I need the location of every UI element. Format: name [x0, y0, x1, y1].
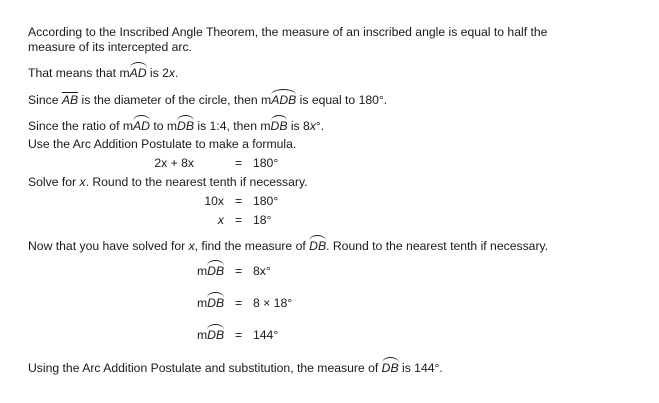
- equation-4-equals: =: [235, 264, 243, 278]
- equation-1-lhs: 2x + 8x: [154, 156, 194, 170]
- diameter-statement: Since $\overline{AB}$ is the diameter of the circle, then mADB is equal to 180°.: [28, 93, 388, 107]
- arc-adb-label: ADB: [271, 93, 297, 107]
- equation-1-rhs: 180°: [253, 156, 279, 170]
- equation-3-rhs: 18°: [253, 213, 272, 227]
- equation-2-lhs: 10x: [204, 194, 224, 208]
- equation-2-equals: =: [235, 194, 243, 208]
- equation-5-lhs: mDB: [197, 296, 225, 310]
- equation-4-rhs: 8x°: [253, 264, 271, 278]
- equation-3-lhs: x: [217, 213, 224, 227]
- postulate-instruction: Use the Arc Addition Postulate to make a formula.: [28, 137, 297, 151]
- arc-db-label: DB: [270, 119, 288, 133]
- arc-db-label: DB: [309, 239, 327, 253]
- theorem-text-line-2: measure of its intercepted arc.: [28, 40, 192, 54]
- arc-db-label: DB: [177, 119, 194, 133]
- equation-5-rhs: 8 × 18°: [253, 296, 293, 310]
- arc-db-label: DB: [207, 264, 225, 278]
- conclusion-statement: Using the Arc Addition Postulate and substitution, the measure of DB is 144°.: [28, 361, 443, 375]
- arc-ad-label: AD: [129, 66, 147, 80]
- arc-ad-statement: That means that mAD is 2x.: [28, 66, 179, 80]
- equation-4-lhs: mDB: [197, 264, 225, 278]
- equation-1-equals: =: [235, 156, 243, 170]
- equation-2-rhs: 180°: [253, 194, 279, 208]
- arc-db-label: DB: [381, 361, 399, 375]
- find-measure-instruction: Now that you have solved for x, find the measure of DB. Round to the nearest tenth if necessary.: [28, 239, 549, 253]
- solve-instruction: Solve for x. Round to the nearest tenth if necessary.: [28, 175, 308, 189]
- ratio-statement: Since the ratio of mAD to mDB is 1:4, then mDB is 8x°.: [28, 119, 325, 133]
- equation-6-lhs: mDB: [197, 328, 225, 342]
- theorem-text-line-1: According to the Inscribed Angle Theorem, the measure of an inscribed angle is equal to half the: [28, 25, 548, 39]
- arc-db-label: DB: [207, 328, 225, 342]
- arc-db-label: DB: [207, 296, 225, 310]
- equation-5-equals: =: [235, 296, 243, 310]
- segment-ab-label: $\overline{AB}$: [61, 93, 79, 107]
- equation-6-equals: =: [235, 328, 243, 342]
- equation-6-rhs: 144°: [253, 328, 279, 342]
- equation-3-equals: =: [235, 213, 243, 227]
- arc-ad-label: AD: [133, 119, 150, 133]
